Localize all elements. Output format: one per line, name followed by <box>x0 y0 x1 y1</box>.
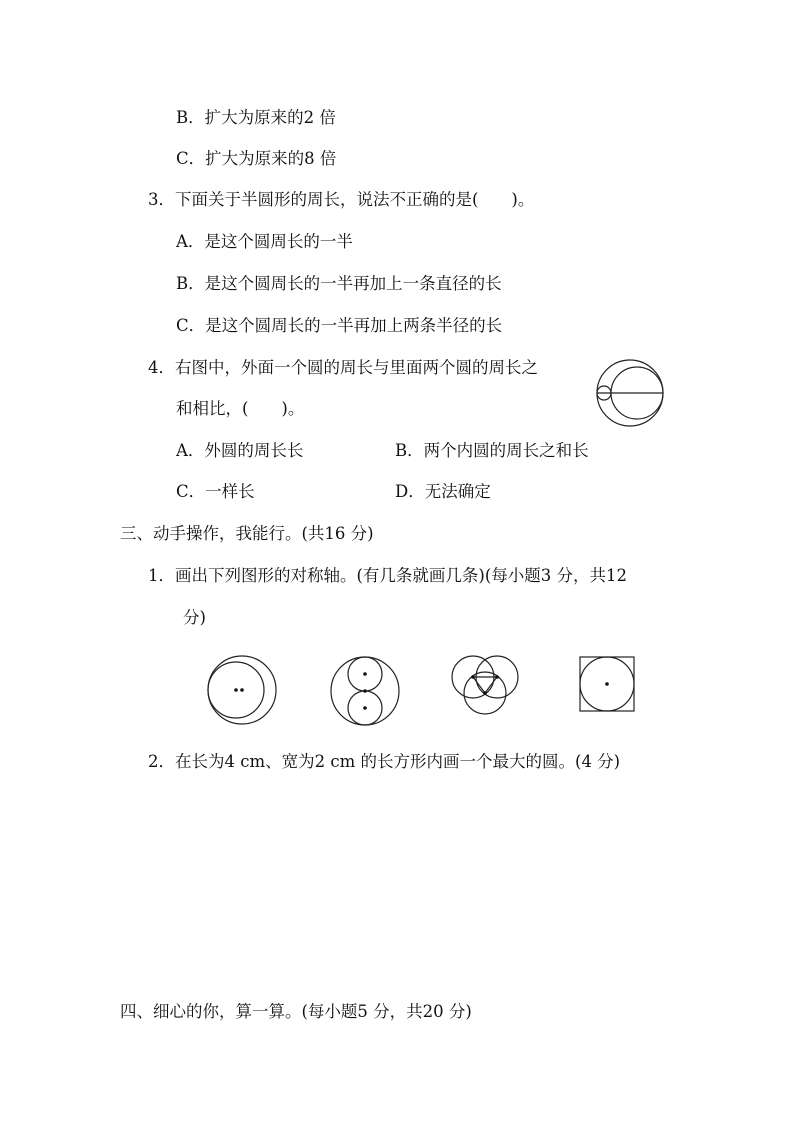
q3-option-a: A．是这个圆周长的一半 <box>176 232 353 251</box>
q4-option-b: B．两个内圆的周长之和长 <box>395 441 589 460</box>
q3-stem: 3．下面关于半圆形的周长，说法不正确的是( )。 <box>148 190 535 209</box>
section3-heading: 三、动手操作，我能行。(共16 分) <box>120 524 374 543</box>
symmetry-figure-3 <box>447 650 527 718</box>
q4-stem-line2: 和相比，( )。 <box>176 399 305 418</box>
symmetry-figure-4 <box>578 655 638 715</box>
s3-q1-line2: 分) <box>183 608 206 627</box>
section4-heading: 四、细心的你，算一算。(每小题5 分，共20 分) <box>120 1002 472 1021</box>
q4-option-c: C．一样长 <box>176 482 255 501</box>
q2-option-c: C．扩大为原来的8 倍 <box>176 149 337 168</box>
q3-option-b: B．是这个圆周长的一半再加上一条直径的长 <box>176 274 502 293</box>
symmetry-figure-2 <box>328 654 404 730</box>
q4-stem-line1: 4．右图中，外面一个圆的周长与里面两个圆的周长之 <box>148 358 538 377</box>
symmetry-figure-1 <box>204 654 280 730</box>
s3-q1-line1: 1．画出下列图形的对称轴。(有几条就画几条)(每小题3 分，共12 <box>148 566 628 585</box>
q3-option-c: C．是这个圆周长的一半再加上两条半径的长 <box>176 316 503 335</box>
q2-option-b: B．扩大为原来的2 倍 <box>176 108 336 127</box>
q4-option-d: D．无法确定 <box>395 482 491 501</box>
q4-circles-figure <box>590 355 670 431</box>
s3-q2: 2．在长为4 cm、宽为2 cm 的长方形内画一个最大的圆。(4 分) <box>148 752 621 771</box>
q4-option-a: A．外圆的周长长 <box>176 441 304 460</box>
